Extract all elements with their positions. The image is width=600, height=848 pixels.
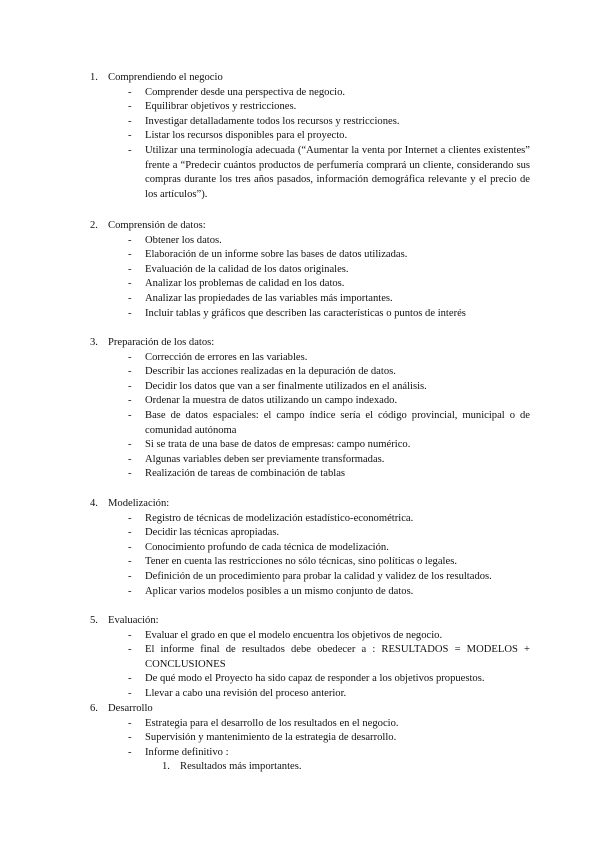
list-item: - Describir las acciones realizadas en la depuración de datos. <box>90 365 530 380</box>
sub-item-text: Resultados más importantes. <box>180 761 302 773</box>
sub-item-number: 1. <box>162 761 170 773</box>
dash-bullet-icon: - <box>128 468 132 480</box>
section-4 <box>90 497 530 599</box>
sub-list-item <box>90 760 530 775</box>
dash-bullet-icon: - <box>128 556 132 568</box>
section-number: 3. <box>90 337 98 348</box>
list-item: - Equilibrar objetivos y restricciones. <box>90 100 530 115</box>
list-item: - Base de datos espaciales: el campo índice sería el código provincial, municipal o de comunidad autónoma <box>128 409 530 436</box>
dash-bullet-icon: - <box>128 585 132 597</box>
list-item: - Si se trata de una base de datos de empresas: campo numérico. <box>90 438 530 453</box>
list-item: - Obtener los datos. <box>90 234 530 249</box>
dash-bullet-icon: - <box>128 395 132 407</box>
dash-bullet-icon: - <box>128 673 132 685</box>
dash-bullet-icon: - <box>128 527 132 539</box>
section-heading <box>90 71 530 86</box>
dash-bullet-icon: - <box>128 409 132 421</box>
section-3 <box>90 336 530 482</box>
section-5 <box>90 614 530 702</box>
dash-bullet-icon: - <box>128 644 132 656</box>
list-item: - Incluir tablas y gráficos que describen las características o puntos de interés <box>90 307 530 322</box>
dash-bullet-icon: - <box>128 307 132 319</box>
list-item: - Comprender desde una perspectiva de negocio. <box>90 86 530 101</box>
list-item: - Utilizar una terminología adecuada (“Aumentar la venta por Internet a clientes existentes” frente a “Predecir cuántos productos de perfumería comprará un cliente, considerando sus compras durante los tres años pasados, información demográfica relevante y el precio de los artículos”). <box>128 144 530 200</box>
dash-bullet-icon: - <box>128 115 132 127</box>
dash-bullet-icon: - <box>128 732 132 744</box>
list-item: - De qué modo el Proyecto ha sido capaz de responder a los objetivos propuestos. <box>90 672 530 687</box>
list-item: - Informe definitivo : <box>90 746 530 761</box>
list-item: - Realización de tareas de combinación de tablas <box>90 467 530 482</box>
dash-bullet-icon: - <box>128 366 132 378</box>
list-item: - Decidir las técnicas apropiadas. <box>90 526 530 541</box>
dash-bullet-icon: - <box>128 130 132 142</box>
dash-bullet-icon: - <box>128 144 132 156</box>
dash-bullet-icon: - <box>128 249 132 261</box>
section-number: 1. <box>90 72 98 83</box>
section-heading <box>90 614 530 629</box>
dash-bullet-icon: - <box>128 512 132 524</box>
section-number: 2. <box>90 220 98 231</box>
dash-bullet-icon: - <box>128 629 132 641</box>
dash-bullet-icon: - <box>128 746 132 758</box>
dash-bullet-icon: - <box>128 570 132 582</box>
section-heading <box>90 219 530 234</box>
section-heading <box>90 702 530 717</box>
list-item: - Evaluar el grado en que el modelo encuentra los objetivos de negocio. <box>90 629 530 644</box>
list-item: - Aplicar varios modelos posibles a un mismo conjunto de datos. <box>90 585 530 600</box>
dash-bullet-icon: - <box>128 380 132 392</box>
list-item: - Registro de técnicas de modelización estadístico-econométrica. <box>90 512 530 527</box>
list-item: - Estrategia para el desarrollo de los resultados en el negocio. <box>90 717 530 732</box>
list-item: - Ordenar la muestra de datos utilizando un campo indexado. <box>90 394 530 409</box>
section-title: Preparación de los datos: <box>108 337 215 348</box>
section-1 <box>90 71 530 202</box>
dash-bullet-icon: - <box>128 439 132 451</box>
section-title: Modelización: <box>108 498 170 509</box>
dash-bullet-icon: - <box>128 351 132 363</box>
section-title: Evaluación: <box>108 615 159 626</box>
list-item: - Definición de un procedimiento para probar la calidad y validez de los resultados. <box>90 570 530 585</box>
list-item: - Evaluación de la calidad de los datos originales. <box>90 263 530 278</box>
dash-bullet-icon: - <box>128 717 132 729</box>
list-item: - Algunas variables deben ser previamente transformadas. <box>90 453 530 468</box>
section-2 <box>90 219 530 321</box>
section-number: 5. <box>90 615 98 626</box>
list-item: - Tener en cuenta las restricciones no sólo técnicas, sino políticas o legales. <box>90 555 530 570</box>
section-number: 6. <box>90 703 98 714</box>
dash-bullet-icon: - <box>128 263 132 275</box>
section-heading <box>90 336 530 351</box>
list-item: - Elaboración de un informe sobre las bases de datos utilizadas. <box>90 248 530 263</box>
dash-bullet-icon: - <box>128 101 132 113</box>
list-item: - Analizar los problemas de calidad en los datos. <box>90 277 530 292</box>
dash-bullet-icon: - <box>128 687 132 699</box>
list-item: - Llevar a cabo una revisión del proceso anterior. <box>90 687 530 702</box>
dash-bullet-icon: - <box>128 278 132 290</box>
dash-bullet-icon: - <box>128 453 132 465</box>
section-title: Comprensión de datos: <box>108 220 206 231</box>
dash-bullet-icon: - <box>128 234 132 246</box>
list-item: - Investigar detalladamente todos los recursos y restricciones. <box>90 115 530 130</box>
list-item: - El informe final de resultados debe obedecer a : RESULTADOS = MODELOS + CONCLUSIONES <box>128 644 530 670</box>
dash-bullet-icon: - <box>128 541 132 553</box>
section-title: Comprendiendo el negocio <box>108 72 223 83</box>
list-item: - Conocimiento profundo de cada técnica de modelización. <box>90 541 530 556</box>
section-title: Desarrollo <box>108 703 153 714</box>
list-item: - Corrección de errores en las variables. <box>90 351 530 366</box>
dash-bullet-icon: - <box>128 86 132 98</box>
list-item: - Decidir los datos que van a ser finalmente utilizados en el análisis. <box>90 380 530 395</box>
section-heading <box>90 497 530 512</box>
section-number: 4. <box>90 498 98 509</box>
list-item: - Supervisión y mantenimiento de la estrategia de desarrollo. <box>90 731 530 746</box>
list-item: - Listar los recursos disponibles para el proyecto. <box>90 129 530 144</box>
dash-bullet-icon: - <box>128 292 132 304</box>
section-6 <box>90 702 530 775</box>
list-item: - Analizar las propiedades de las variables más importantes. <box>90 292 530 307</box>
